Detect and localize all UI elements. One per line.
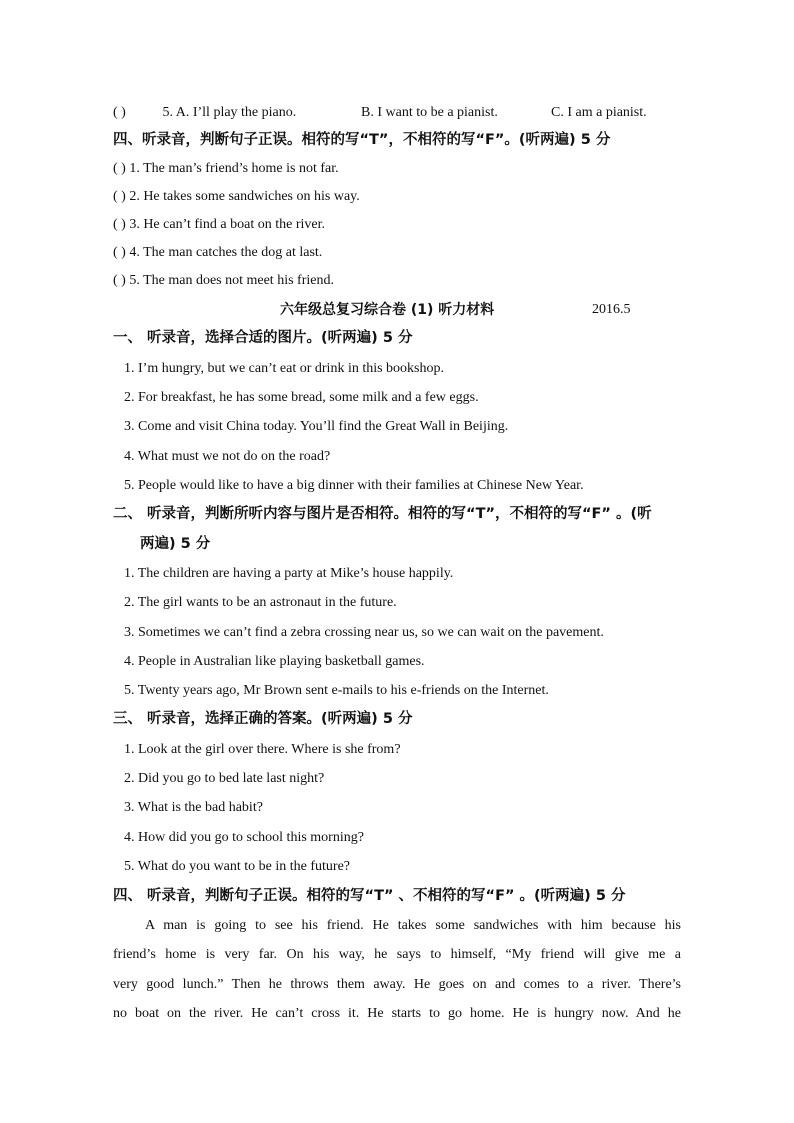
- script-line: 5. People would like to have a big dinner with their families at Chinese New Year.: [124, 478, 584, 493]
- material-date: 2016.5: [592, 302, 631, 317]
- question-row: [113, 104, 647, 122]
- script-line: 3. What is the bad habit?: [124, 800, 263, 815]
- script-line: 5. What do you want to be in the future?: [124, 859, 351, 874]
- script-line: 2. Did you go to bed late last night?: [124, 771, 325, 786]
- section-heading: 四、 听录音，判断句子正误。相符的写“T” 、不相符的写“F” 。(听两遍) 5 分: [113, 888, 626, 904]
- script-line: 4. What must we not do on the road?: [124, 449, 331, 464]
- question-row: ( ) 4. The man catches the dog at last.: [113, 245, 323, 260]
- story-line: very good lunch.” Then he throws them away. He goes on and comes to a river. There’s: [113, 977, 681, 992]
- section-heading: 一、 听录音，选择合适的图片。(听两遍) 5 分: [113, 330, 413, 346]
- story-line: friend’s home is very far. On his way, he says to himself, “My friend will give me a: [113, 947, 681, 962]
- question-row: ( ) 5. The man does not meet his friend.: [113, 273, 334, 288]
- script-line: 1. Look at the girl over there. Where is she from?: [124, 742, 401, 757]
- answer-paren: ( ): [113, 105, 126, 120]
- script-line: 4. How did you go to school this morning?: [124, 830, 364, 845]
- story-line: A man is going to see his friend. He takes some sandwiches with him because his: [145, 918, 681, 933]
- script-line: 5. Twenty years ago, Mr Brown sent e-mails to his e-friends on the Internet.: [124, 683, 549, 698]
- section-heading: 二、 听录音，判断所听内容与图片是否相符。相符的写“T”，不相符的写“F” 。(听: [113, 506, 652, 522]
- option-b: B. I want to be a pianist.: [361, 105, 498, 120]
- script-line: 3. Come and visit China today. You’ll find the Great Wall in Beijing.: [124, 419, 509, 434]
- story-line: no boat on the river. He can’t cross it. He starts to go home. He is hungry now. And he: [113, 1006, 681, 1021]
- question-row: ( ) 1. The man’s friend’s home is not far.: [113, 161, 339, 176]
- section-heading-cont: 两遍) 5 分: [140, 536, 211, 552]
- section-heading: 四、听录音，判断句子正误。相符的写“T”，不相符的写“F”。(听两遍) 5 分: [113, 132, 611, 148]
- section-heading: 三、 听录音，选择正确的答案。(听两遍) 5 分: [113, 711, 413, 727]
- question-row: ( ) 3. He can’t find a boat on the river.: [113, 217, 326, 232]
- option-c: C. I am a pianist.: [551, 105, 647, 120]
- material-title: 六年级总复习综合卷 (1) 听力材料: [280, 302, 495, 318]
- script-line: 3. Sometimes we can’t find a zebra crossing near us, so we can wait on the pavement.: [124, 625, 604, 640]
- question-row: ( ) 2. He takes some sandwiches on his way.: [113, 189, 360, 204]
- script-line: 2. For breakfast, he has some bread, some milk and a few eggs.: [124, 390, 479, 405]
- question-text: 5. A. I’ll play the piano.: [162, 105, 297, 120]
- script-line: 1. I’m hungry, but we can’t eat or drink in this bookshop.: [124, 361, 445, 376]
- script-line: 2. The girl wants to be an astronaut in the future.: [124, 595, 397, 610]
- script-line: 4. People in Australian like playing basketball games.: [124, 654, 425, 669]
- script-line: 1. The children are having a party at Mike’s house happily.: [124, 566, 454, 581]
